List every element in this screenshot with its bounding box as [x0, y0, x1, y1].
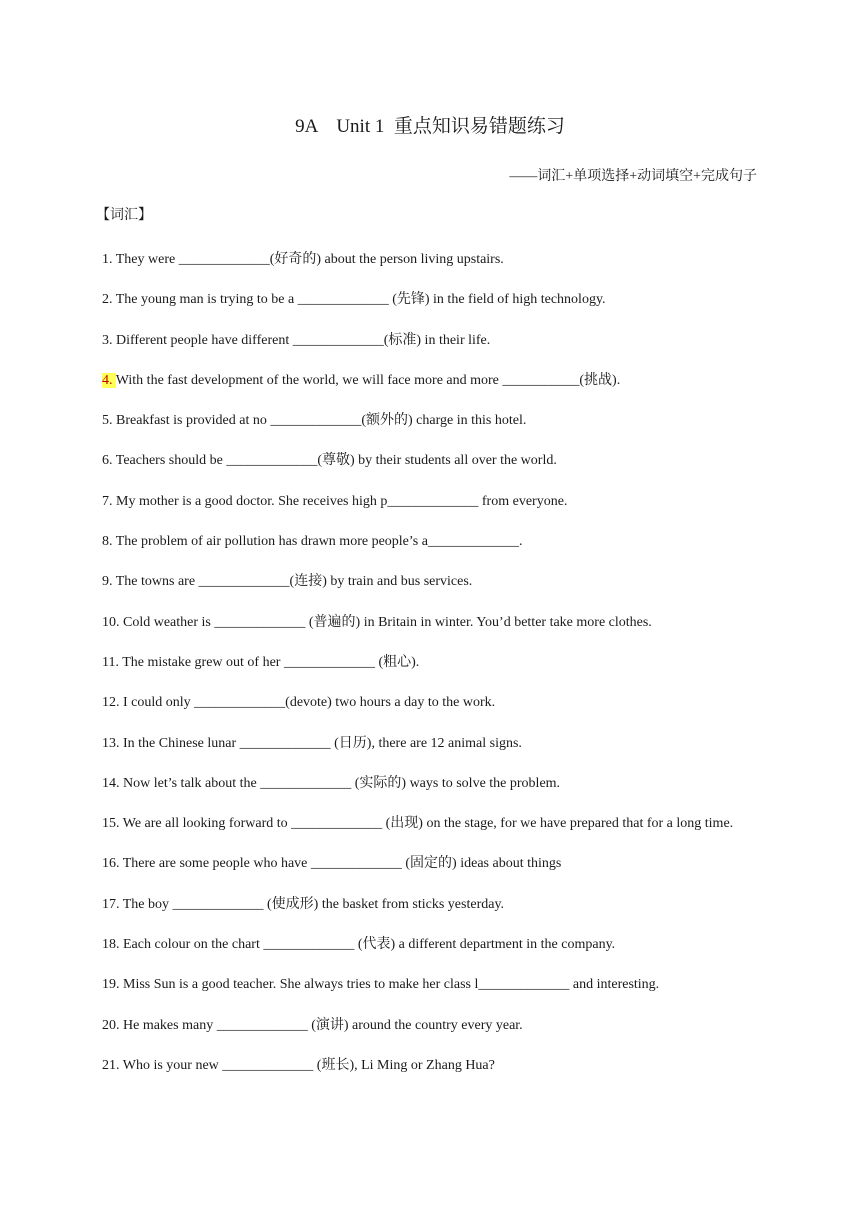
question-item — [102, 287, 762, 313]
question-item — [102, 731, 762, 757]
question-item — [102, 569, 762, 595]
question-item — [102, 368, 762, 394]
question-number: 19. — [102, 977, 120, 993]
question-item — [102, 690, 762, 716]
section-label: 【词汇】 — [96, 208, 152, 223]
question-text: The young man is trying to be a _____________ (先锋) in the field of high technology. — [115, 292, 606, 308]
page-subtitle: ——词汇+单项选择+动词填空+完成句子 — [509, 169, 757, 184]
question-text: The boy _____________ (使成形) the basket from sticks yesterday. — [122, 896, 505, 912]
question-text: Miss Sun is a good teacher. She always tries to make her class l_____________ and interesting. — [123, 977, 660, 993]
question-text: The mistake grew out of her _____________ (粗心). — [122, 654, 420, 670]
question-text: Now let’s talk about the _____________ (实际的) ways to solve the problem. — [123, 775, 561, 791]
question-number: 9. — [102, 574, 113, 590]
question-text: With the fast development of the world, we will face more and more ___________(挑战). — [115, 372, 621, 388]
question-number: 10. — [102, 614, 120, 630]
question-text: Breakfast is provided at no _____________(额外的) charge in this hotel. — [116, 413, 527, 429]
question-item — [102, 771, 762, 797]
question-text: My mother is a good doctor. She receives high p_____________ from everyone. — [116, 493, 568, 509]
question-item — [102, 811, 762, 837]
question-text: Who is your new _____________ (班长), Li Ming or Zhang Hua? — [122, 1057, 495, 1073]
question-item — [102, 972, 762, 998]
question-number: 17. — [102, 896, 120, 912]
question-number: 12. — [102, 695, 120, 711]
page-title: 9A Unit 1 重点知识易错题练习 — [295, 116, 565, 137]
question-text: Teachers should be _____________(尊敬) by their students all over the world. — [115, 453, 557, 469]
question-item — [102, 932, 762, 958]
question-text: The problem of air pollution has drawn more people’s a_____________. — [115, 534, 523, 550]
question-item — [102, 851, 762, 877]
question-item — [102, 408, 762, 434]
question-number: 15. — [102, 816, 120, 832]
question-list — [102, 247, 762, 1093]
question-item — [102, 529, 762, 555]
question-text: He makes many _____________ (演讲) around the country every year. — [123, 1017, 523, 1033]
question-number: 7. — [102, 493, 113, 509]
question-number: 3. — [102, 332, 113, 348]
question-text: The towns are _____________(连接) by train and bus services. — [115, 574, 473, 590]
question-number: 11. — [102, 654, 119, 670]
question-text: Cold weather is _____________ (普遍的) in Britain in winter. You’d better take more clothes. — [123, 614, 652, 630]
question-item — [102, 1053, 762, 1079]
question-text: Each colour on the chart _____________ (代表) a different department in the company. — [123, 937, 616, 953]
question-number: 8. — [102, 534, 113, 550]
question-number: 6. — [102, 453, 113, 469]
question-number: 14. — [102, 775, 120, 791]
question-number: 21. — [102, 1057, 120, 1073]
question-item — [102, 650, 762, 676]
question-number: 2. — [102, 292, 113, 308]
question-item — [102, 448, 762, 474]
question-item — [102, 1013, 762, 1039]
question-item — [102, 610, 762, 636]
question-item — [102, 892, 762, 918]
question-text: They were _____________(好奇的) about the person living upstairs. — [115, 252, 504, 267]
question-number: 16. — [102, 856, 120, 872]
question-number: 18. — [102, 937, 120, 953]
question-item — [102, 489, 762, 515]
question-number: 5. — [102, 413, 113, 429]
question-number: 20. — [102, 1017, 120, 1033]
question-text: There are some people who have _____________ (固定的) ideas about things — [122, 856, 562, 872]
question-text: In the Chinese lunar _____________ (日历), there are 12 animal signs. — [123, 735, 522, 751]
question-number-highlighted: 4. — [102, 372, 113, 388]
question-number: 13. — [102, 735, 120, 751]
question-text: Different people have different _____________(标准) in their life. — [116, 332, 491, 348]
question-text: We are all looking forward to _____________ (出现) on the stage, for we have prepared that for a long time. — [122, 816, 734, 832]
question-number: 1. — [102, 252, 113, 267]
question-item — [102, 247, 762, 273]
question-item — [102, 328, 762, 354]
question-text: I could only _____________(devote) two hours a day to the work. — [123, 695, 496, 711]
